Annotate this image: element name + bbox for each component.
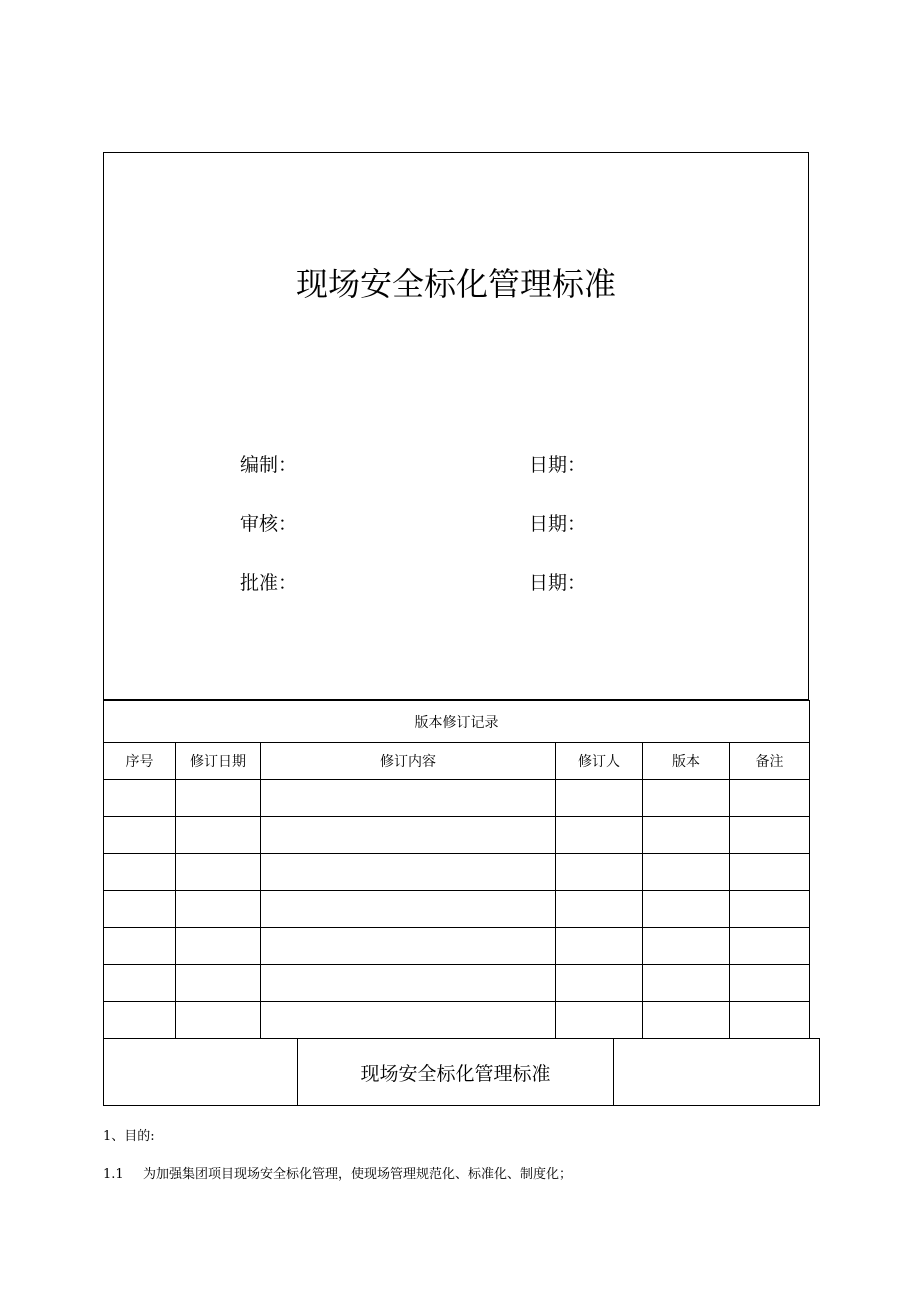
table-cell	[556, 928, 643, 965]
table-cell	[261, 965, 556, 1002]
table-cell	[261, 854, 556, 891]
table-cell	[643, 817, 730, 854]
table-row	[104, 928, 810, 965]
revision-table-caption: 版本修订记录	[104, 701, 810, 743]
table-row	[104, 780, 810, 817]
column-header-revision-content: 修订内容	[261, 743, 556, 780]
table-cell	[643, 965, 730, 1002]
approve-date-label: 日期：	[529, 572, 587, 594]
table-cell	[643, 854, 730, 891]
table-cell	[176, 1002, 261, 1039]
table-cell	[556, 1002, 643, 1039]
table-cell	[730, 780, 810, 817]
table-row	[104, 1002, 810, 1039]
table-cell	[104, 854, 176, 891]
document-title: 现场安全标化管理标准	[295, 265, 616, 303]
table-cell	[643, 1002, 730, 1039]
table-cell	[643, 780, 730, 817]
table-cell	[104, 1002, 176, 1039]
cover-frame	[103, 152, 809, 700]
table-cell	[556, 965, 643, 1002]
page-footer-header-table	[103, 1038, 820, 1106]
table-cell	[556, 854, 643, 891]
section-heading: 1、目的:	[103, 1129, 155, 1144]
compiler-label: 编制：	[240, 454, 298, 476]
table-cell	[730, 928, 810, 965]
table-cell	[730, 1002, 810, 1039]
table-cell	[730, 965, 810, 1002]
column-header-number: 序号	[104, 743, 176, 780]
item-text: 为加强集团项目现场安全标化管理，使现场管理规范化、标准化、制度化；	[143, 1167, 573, 1182]
item-number: 1.1	[103, 1167, 124, 1182]
footer-title: 现场安全标化管理标准	[298, 1039, 614, 1106]
column-header-remarks: 备注	[730, 743, 810, 780]
table-cell	[730, 891, 810, 928]
table-cell	[176, 965, 261, 1002]
table-cell	[176, 928, 261, 965]
table-cell	[176, 780, 261, 817]
table-cell	[730, 817, 810, 854]
column-header-version: 版本	[643, 743, 730, 780]
footer-left-cell	[104, 1039, 298, 1106]
column-header-reviser: 修订人	[556, 743, 643, 780]
table-cell	[261, 817, 556, 854]
table-cell	[556, 780, 643, 817]
table-cell	[643, 928, 730, 965]
table-row	[104, 854, 810, 891]
table-cell	[556, 891, 643, 928]
table-row	[104, 965, 810, 1002]
table-cell	[261, 1002, 556, 1039]
table-cell	[176, 817, 261, 854]
table-cell	[556, 817, 643, 854]
table-cell	[176, 891, 261, 928]
table-cell	[643, 891, 730, 928]
table-cell	[104, 965, 176, 1002]
table-cell	[104, 817, 176, 854]
approver-label: 批准：	[240, 572, 298, 594]
compile-date-label: 日期：	[529, 454, 587, 476]
table-cell	[261, 891, 556, 928]
table-cell	[104, 780, 176, 817]
revision-record-table	[103, 700, 810, 1039]
table-cell	[261, 780, 556, 817]
table-cell	[104, 928, 176, 965]
table-cell	[261, 928, 556, 965]
table-cell	[730, 854, 810, 891]
table-cell	[104, 891, 176, 928]
footer-right-cell	[614, 1039, 820, 1106]
reviewer-label: 审核：	[240, 513, 298, 535]
table-row	[104, 817, 810, 854]
revision-table-header-row	[104, 743, 810, 780]
column-header-revision-date: 修订日期	[176, 743, 261, 780]
review-date-label: 日期：	[529, 513, 587, 535]
table-row	[104, 891, 810, 928]
table-cell	[176, 854, 261, 891]
